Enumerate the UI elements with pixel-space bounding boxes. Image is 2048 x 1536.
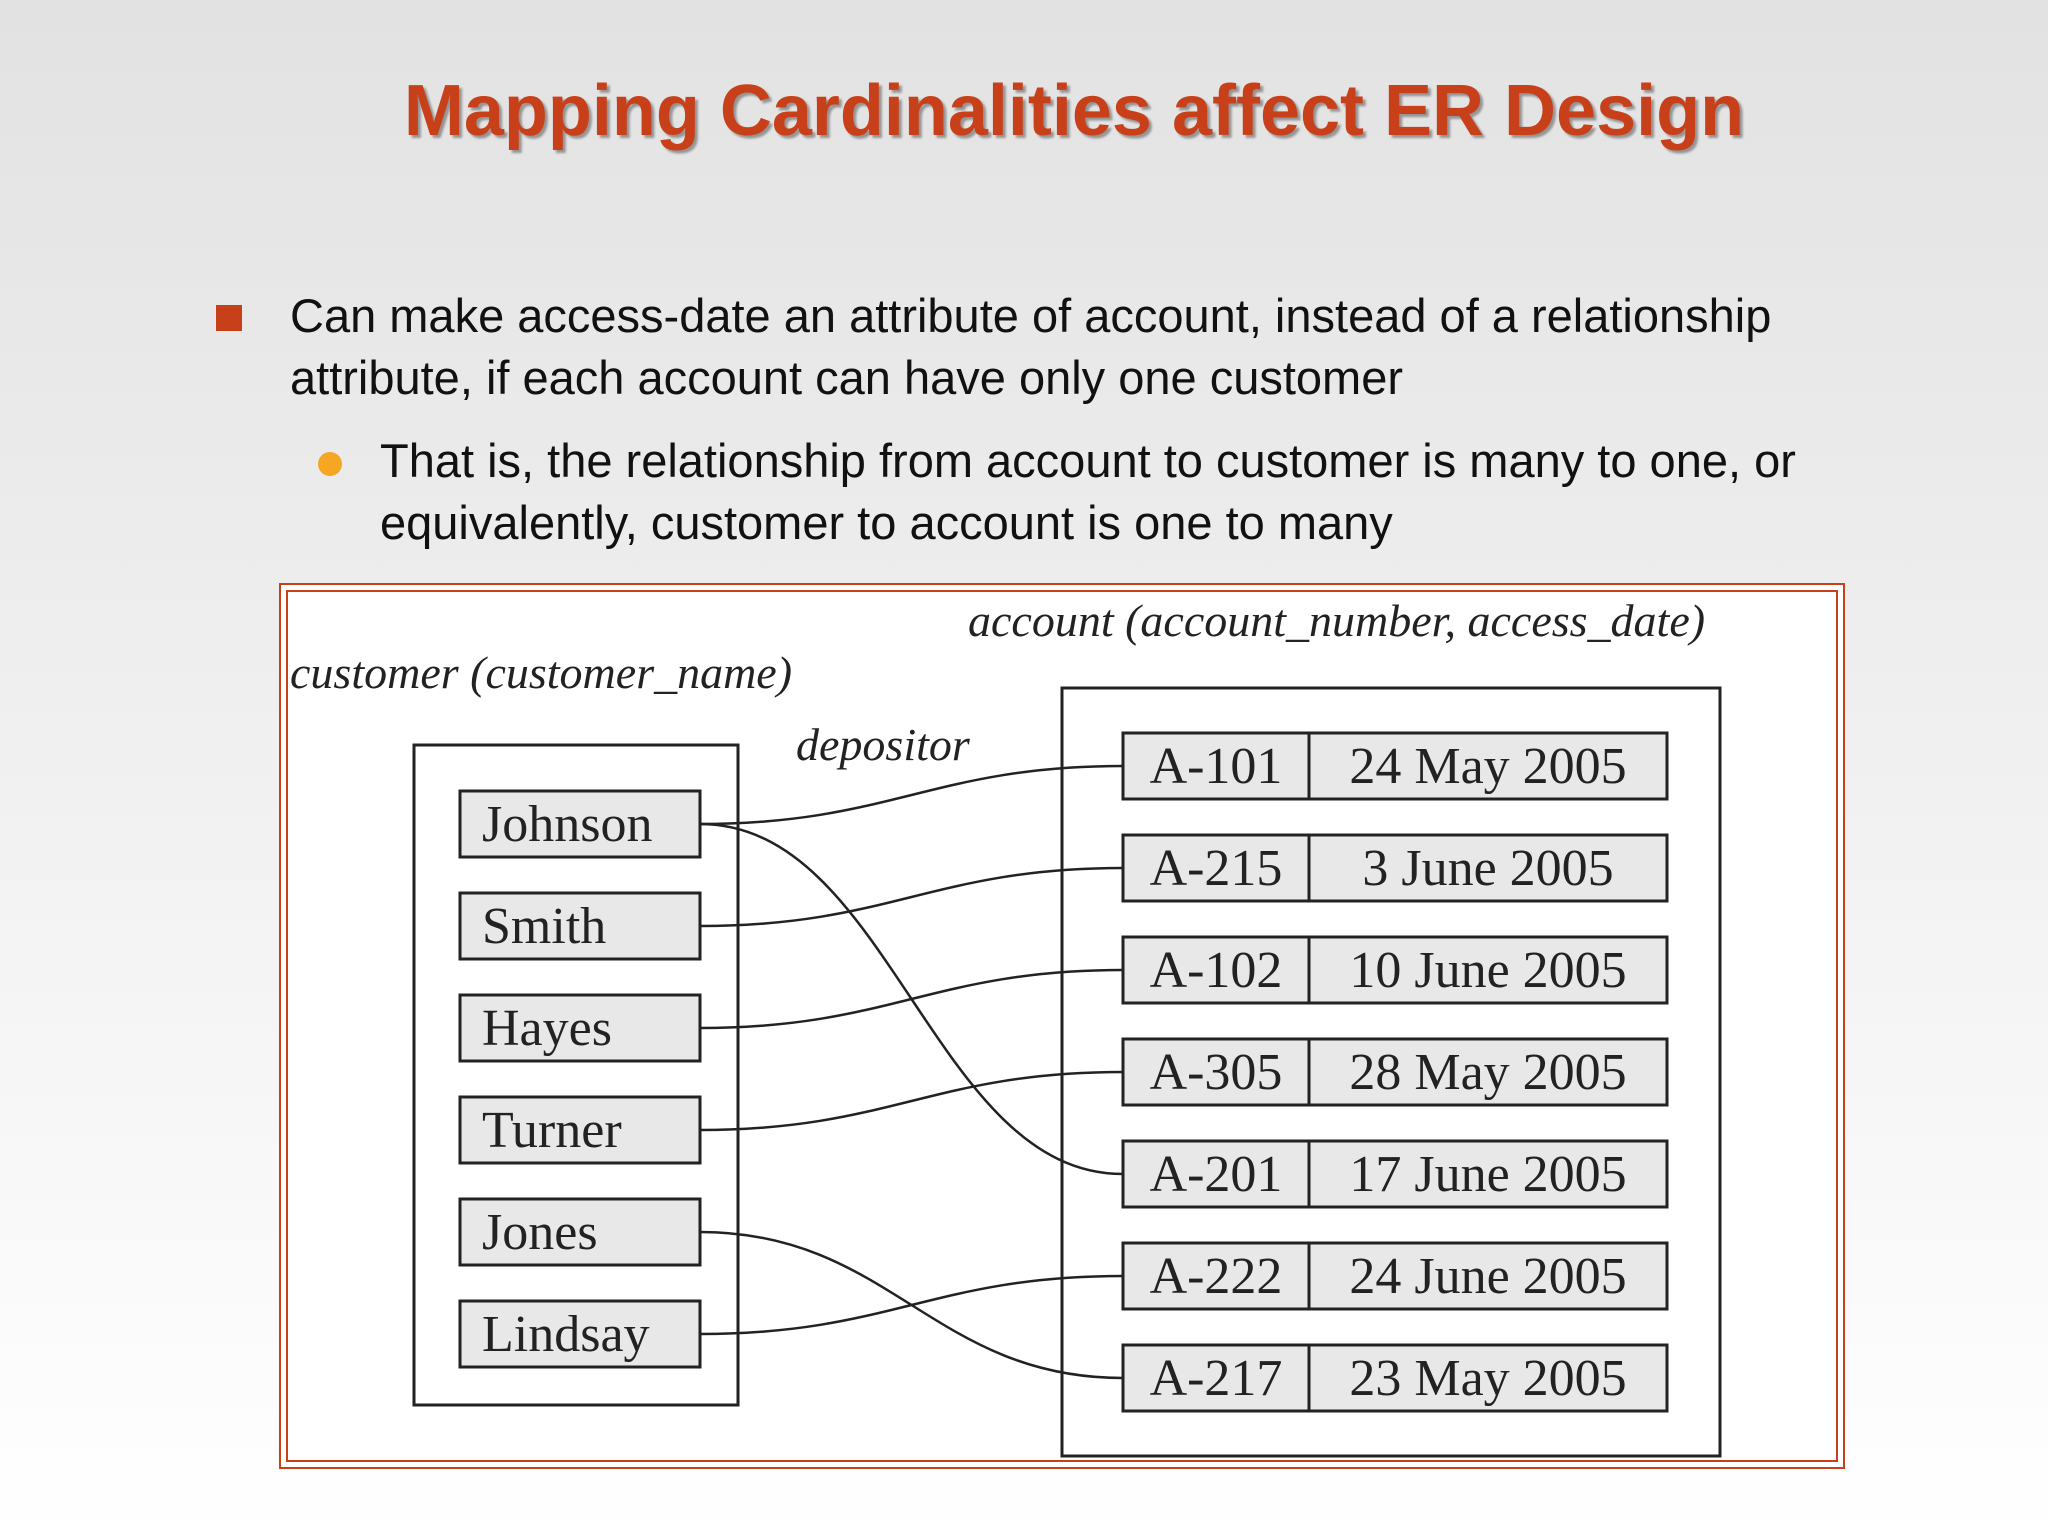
account-entity [1123, 1345, 1667, 1411]
account-entity [1123, 733, 1667, 799]
links-layer [700, 766, 1123, 1378]
access-date: 3 June 2005 [1362, 840, 1614, 897]
account-entity [1123, 1039, 1667, 1105]
depositor-link [700, 868, 1123, 926]
access-date: 24 May 2005 [1349, 738, 1627, 795]
sub-bullet-text: That is, the relationship from account to customer is many to one, or equivalently, customer to account is one to many [380, 434, 1796, 549]
customer-entity [460, 1301, 700, 1367]
access-date: 23 May 2005 [1349, 1350, 1627, 1407]
customer-entity [460, 995, 700, 1061]
customer-name: Turner [482, 1102, 622, 1159]
customers-layer [460, 791, 700, 1367]
account-number: A-222 [1149, 1248, 1283, 1305]
bullet-text: Can make access-date an attribute of account, instead of a relationship attribute, if each account can have only one customer [290, 289, 1772, 404]
account-number: A-217 [1149, 1350, 1283, 1407]
relationship-label: depositor [796, 719, 970, 770]
access-date: 28 May 2005 [1349, 1044, 1627, 1101]
customer-name: Lindsay [482, 1306, 650, 1363]
customer-entity [460, 1097, 700, 1163]
customer-name: Jones [482, 1204, 598, 1261]
depositor-link [700, 766, 1123, 824]
account-number: A-102 [1149, 942, 1283, 999]
account-number: A-101 [1149, 738, 1283, 795]
access-date: 24 June 2005 [1349, 1248, 1627, 1305]
account-entity [1123, 835, 1667, 901]
account-entity-label: account (account_number, access_date) [968, 595, 1706, 646]
access-date: 17 June 2005 [1349, 1146, 1627, 1203]
account-number: A-215 [1149, 840, 1283, 897]
slide-title: Mapping Cardinalities affect ER Design [403, 71, 1745, 151]
depositor-link [700, 1276, 1123, 1334]
customer-name: Johnson [482, 796, 653, 853]
account-entity [1123, 1243, 1667, 1309]
customer-entity-label: customer (customer_name) [290, 647, 793, 698]
customer-entity [460, 1199, 700, 1265]
depositor-link [700, 1072, 1123, 1130]
account-number: A-201 [1149, 1146, 1283, 1203]
account-entity [1123, 937, 1667, 1003]
customer-name: Hayes [482, 1000, 612, 1057]
account-number: A-305 [1149, 1044, 1283, 1101]
depositor-link [700, 970, 1123, 1028]
customer-entity [460, 791, 700, 857]
accounts-layer [1123, 733, 1667, 1411]
customer-name: Smith [482, 898, 607, 955]
access-date: 10 June 2005 [1349, 942, 1627, 999]
customer-entity [460, 893, 700, 959]
account-entity [1123, 1141, 1667, 1207]
